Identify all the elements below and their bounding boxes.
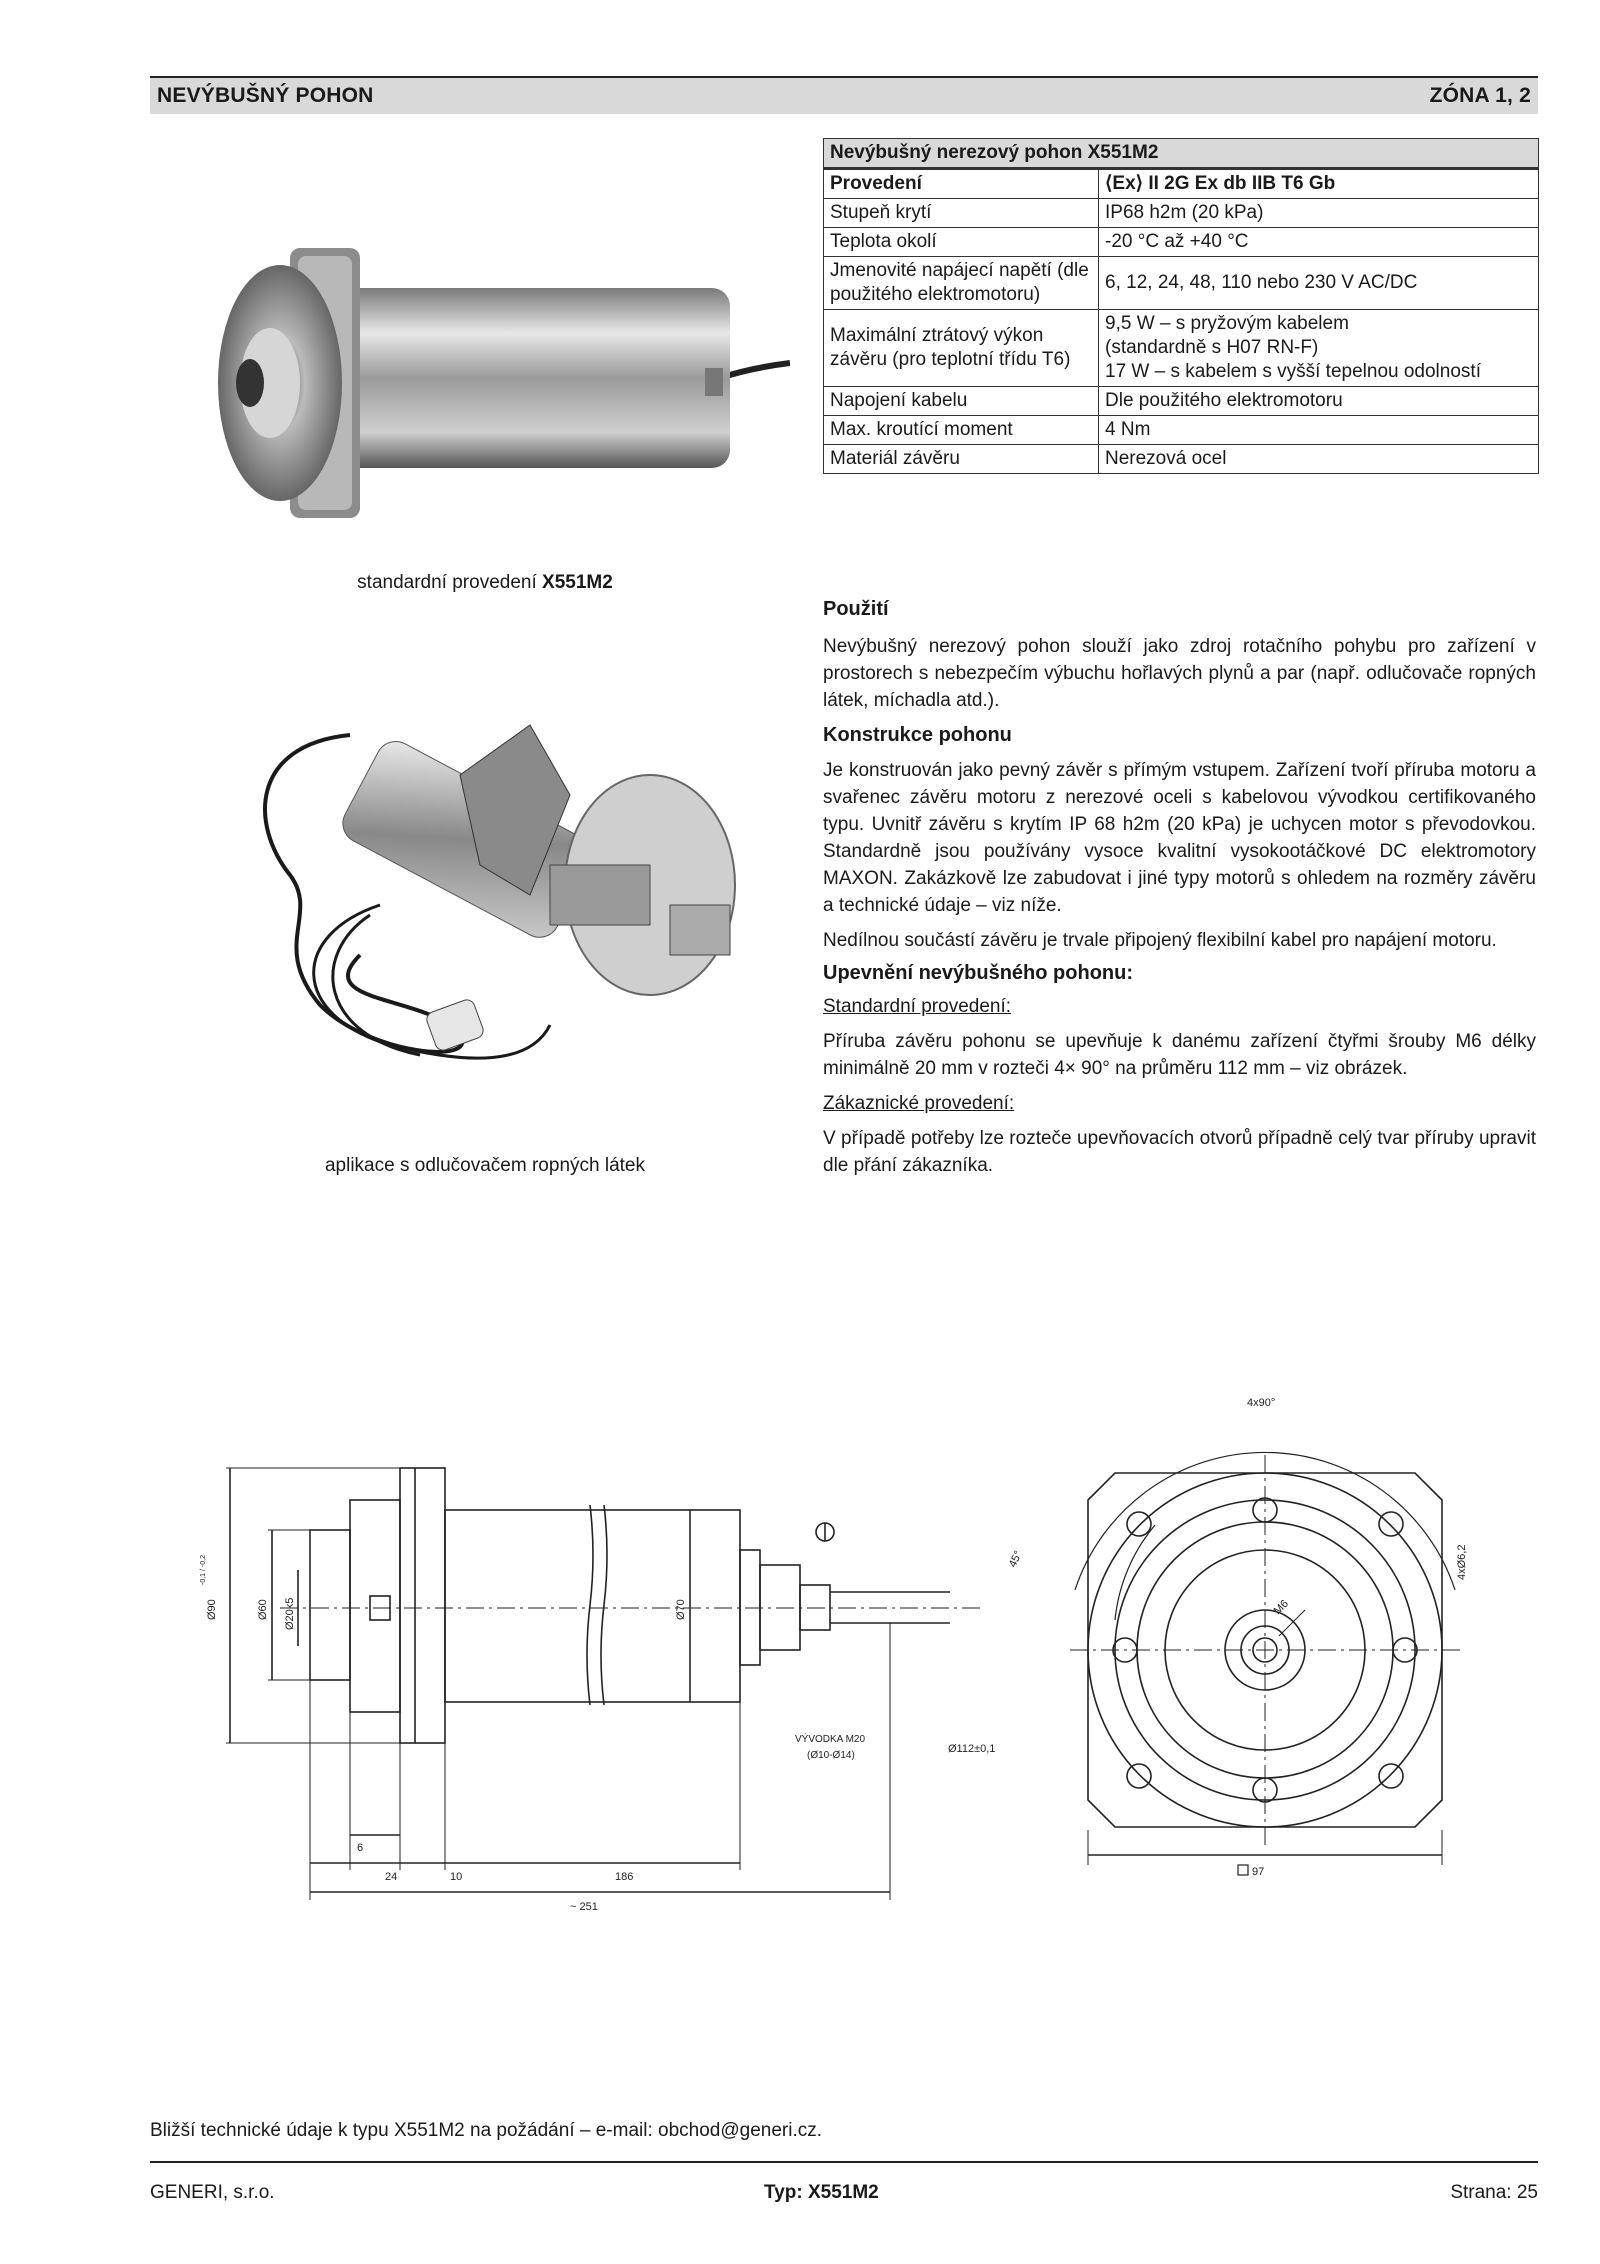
heading-construction: Konstrukce pohonu	[823, 724, 1012, 746]
paragraph-standard: Příruba závěru pohonu se upevňuje k danému zařízení čtyřmi šrouby M6 délky minimálně 20 mm v rozteči 4× 90° na průměru 112 mm – viz obrázek.	[823, 1031, 1536, 1079]
pcd-label: Ø112±0,1	[948, 1743, 996, 1755]
product-photo	[210, 228, 790, 558]
spec-label: Teplota okolí	[824, 228, 1099, 257]
dim-d70: Ø70	[675, 1599, 687, 1620]
spec-value-line: 9,5 W – s pryžovým kabelem	[1105, 313, 1349, 334]
dim-d90-tol: -0,1 / -0,2	[200, 1555, 207, 1585]
description-text	[823, 596, 1536, 1179]
subheading-standard: Standardní provedení:	[823, 996, 1012, 1017]
footer-company: GENERI, s.r.o.	[150, 2182, 275, 2203]
spec-value	[1099, 310, 1539, 387]
photo-caption-application: aplikace s odlučovačem ropných látek	[324, 1155, 645, 1176]
footer-type: Typ: X551M2	[764, 2182, 879, 2203]
spec-label: Maximální ztrátový výkon závěru (pro teplotní třídu T6)	[824, 310, 1099, 387]
paragraph-use: Nevýbušný nerezový pohon slouží jako zdroj rotačního pohybu pro zařízení v prostorech s nebezpečím výbuchu hořlavých plynů a par (např. odlučovače ropných látek, míchadla atd.).	[823, 636, 1536, 711]
dim-251: ~ 251	[570, 1901, 598, 1913]
dim-10: 10	[450, 1871, 463, 1883]
angle-4x90: 4x90°	[1247, 1397, 1276, 1409]
spec-label: Napojení kabelu	[824, 387, 1099, 416]
spec-value-line: 17 W – s kabelem s vyšší tepelnou odolností	[1105, 361, 1481, 382]
footer-page: Strana: 25	[1450, 2182, 1538, 2203]
spec-table	[823, 138, 1539, 474]
dim-186: 186	[615, 1871, 634, 1883]
gland-range: (Ø10-Ø14)	[807, 1750, 855, 1761]
application-photo	[230, 705, 770, 1095]
spec-label: Stupeň krytí	[824, 199, 1099, 228]
thread-label: M6	[1271, 1597, 1291, 1618]
spec-value: -20 °C až +40 °C	[1099, 228, 1539, 257]
heading-mounting: Upevnění nevýbušného pohonu:	[823, 962, 1134, 984]
photo-caption-standard	[260, 572, 710, 594]
spec-table-title: Nevýbušný nerezový pohon X551M2	[824, 139, 1539, 169]
holes-label: 4xØ6,2	[1456, 1544, 1468, 1580]
dim-d90: Ø90	[206, 1599, 218, 1620]
footer-divider	[150, 2161, 1538, 2163]
caption-model: X551M2	[542, 572, 613, 593]
spec-value: Dle použitého elektromotoru	[1099, 387, 1539, 416]
paragraph-construction: Je konstruován jako pevný závěr s přímým vstupem. Zařízení tvoří příruba motoru a svařenec závěru motoru z nerezové oceli s kabelovou vývodkou certifikovaného typu. Uvnitř závěru s krytím IP 68 h2m (20 kPa) je uchycen motor s převodovkou. Standardně jsou používány vysoce kvalitní vysokootáčkové DC elektromotory MAXON. Zakázkově lze zabudovat i jiné typy motorů s ohledem na rozměry závěru a technické údaje – viz níže.	[823, 760, 1536, 916]
gland-label: VÝVODKA M20	[795, 1734, 866, 1745]
dim-6: 6	[357, 1842, 364, 1854]
section-header	[150, 76, 1538, 114]
dim-24: 24	[385, 1871, 398, 1883]
spec-label: Max. kroutící moment	[824, 416, 1099, 445]
front-view	[1070, 1452, 1460, 1865]
heading-use: Použití	[823, 598, 889, 620]
contact-note: Bližší technické údaje k typu X551M2 na požádání – e-mail: obchod@generi.cz.	[150, 2120, 823, 2141]
paragraph-cable: Nedílnou součástí závěru je trvale připojený flexibilní kabel pro napájení motoru.	[823, 930, 1497, 951]
spec-label: Jmenovité napájecí napětí (dle použitého elektromotoru)	[824, 257, 1099, 310]
spec-value: Nerezová ocel	[1099, 445, 1539, 474]
side-view	[226, 1468, 980, 1900]
spec-label: Provedení	[824, 169, 1099, 199]
caption-text: standardní provedení	[357, 572, 543, 593]
technical-drawing	[190, 1380, 1520, 1940]
angle-45: 45°	[1006, 1549, 1025, 1570]
zone-label: ZÓNA 1, 2	[1429, 84, 1531, 107]
square-label: 97	[1252, 1866, 1265, 1878]
square-symbol-icon	[1238, 1865, 1248, 1875]
dim-d60: Ø60	[257, 1599, 269, 1620]
spec-value: IP68 h2m (20 kPa)	[1099, 199, 1539, 228]
spec-value-line: (standardně s H07 RN-F)	[1105, 337, 1319, 358]
subheading-custom: Zákaznické provedení:	[823, 1093, 1015, 1114]
paragraph-custom: V případě potřeby lze rozteče upevňovacích otvorů případně celý tvar příruby upravit dle přání zákazníka.	[823, 1128, 1536, 1176]
section-title: NEVÝBUŠNÝ POHON	[157, 84, 374, 107]
dim-d20: Ø20k5	[284, 1597, 296, 1630]
spec-value: 4 Nm	[1099, 416, 1539, 445]
spec-value: ⟨Ex⟩ II 2G Ex db IIB T6 Gb	[1099, 169, 1539, 199]
spec-value: 6, 12, 24, 48, 110 nebo 230 V AC/DC	[1099, 257, 1539, 310]
spec-label: Materiál závěru	[824, 445, 1099, 474]
